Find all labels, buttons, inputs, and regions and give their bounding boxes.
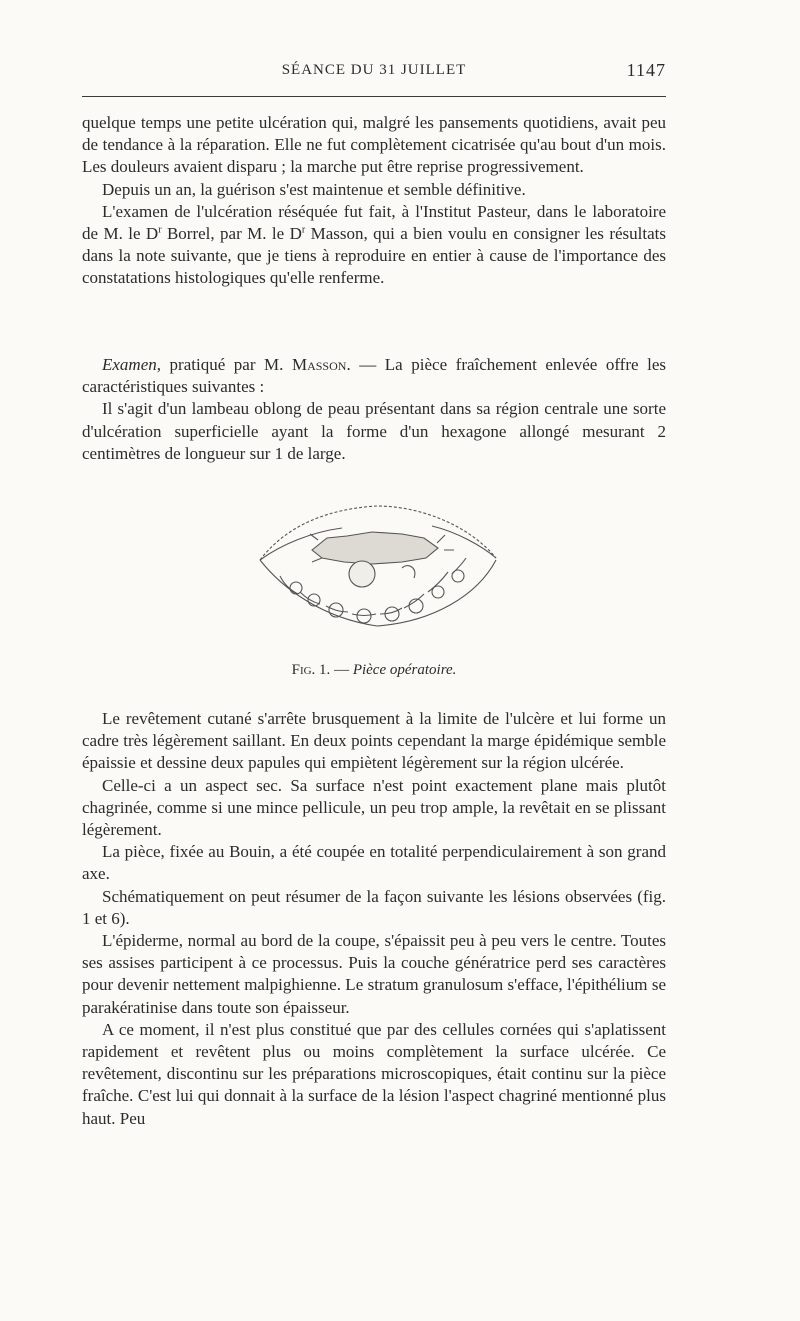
paragraph-examen [82,354,666,398]
paragraph-continuation: quelque temps une petite ulcération qui, malgré les pansements quotidiens, avait peu de tendance à la réparation. Elle ne fut complètement cicatrisée qu'au bout d'un mois. Les douleurs avaient disparu ; la marche put être reprise progressivement. [82,113,666,177]
lab-text-2: Borrel, par M. le D [161,224,302,244]
figure-separator: — [330,662,353,678]
paragraph-lambeau: Il s'agit d'un lambeau oblong de peau présentant dans sa région centrale une sorte d'ulcération superficielle ayant la forme d'un hexagone allongé mesurant 2 centimètres de longueur sur 1 de large. [82,399,666,463]
paragraph-laboratoire [82,201,666,290]
paragraph-revetement: Le revêtement cutané s'arrête brusquement à la limite de l'ulcère et lui forme un cadre très légèrement saillant. En deux points cependant la marge épidémique semble épaissie et dessine deux papules qui empiètent légèrement sur la région ulcérée. [82,709,666,773]
lab-sup-1: r [158,224,162,236]
paragraph-guerison: Depuis un an, la guérison s'est maintenue et semble définitive. [102,179,526,199]
examen-post: . — La pièce fraîchement enlevée offre les caractéristiques suivantes : [82,355,666,397]
text-block-examen [82,354,666,465]
lab-text-3: Masson, qui a bien voulu en consigner les résultats dans la note suivante, que je tiens à reproduire en entier à cause de l'importance des constatations histologiques qu'elle renferme. [82,224,666,288]
paragraph-cellules: A ce moment, il n'est plus constitué que par des cellules cornées qui s'aplatissent rapidement et revêtent plus ou moins complètement la surface ulcérée. Ce revêtement, discontinu sur les préparations microscopiques, était continu sur la pièce fraîche. C'est lui qui donnait à la surface de la lésion l'aspect chagriné mentionné plus haut. Peu [82,1019,666,1128]
paragraph-aspect: Celle-ci a un aspect sec. Sa surface n'est point exactement plane mais plutôt chagrinée, comme si une mince pellicule, un peu trop ample, la revêtait en se plissant légèrement. [82,775,666,840]
paragraph-bouin: La pièce, fixée au Bouin, a été coupée en totalité perpendiculairement à son grand axe. [82,842,666,884]
paragraph-schema: Schématiquement on peut résumer de la façon suivante les lésions observées (fig. 1 et 6). [82,886,666,928]
text-block-bottom [82,708,666,1130]
text-block-top [82,112,666,290]
lab-text-1: L'examen de l'ulcération réséquée fut fait, à l'Institut Pasteur, dans le laboratoire de M. le D [82,201,666,244]
header-rule [82,96,666,97]
examen-author: Masson [291,355,347,374]
running-head [82,60,666,86]
figure-label: Fig. 1. [291,662,331,678]
running-title: SÉANCE DU 31 JUILLET [281,62,467,78]
figure-title: Pièce opératoire. [352,662,457,678]
examen-pre: , pratiqué par M. [156,355,292,374]
page-number: 1147 [626,60,666,80]
examen-label: Examen [102,355,157,374]
figure-piece-operatoire [252,488,502,648]
lab-sup-2: r [301,224,306,236]
paragraph-epiderme: L'épiderme, normal au bord de la coupe, s'épaissit peu à peu vers le centre. Toutes ses assises participent à ce processus. Puis la couche génératrice perd ses caractères pour devenir nettement malpighienne. Le stratum granulosum s'efface, l'épithélium se parakératinise dans toute son épaisseur. [82,931,666,1017]
figure-caption [82,662,666,679]
